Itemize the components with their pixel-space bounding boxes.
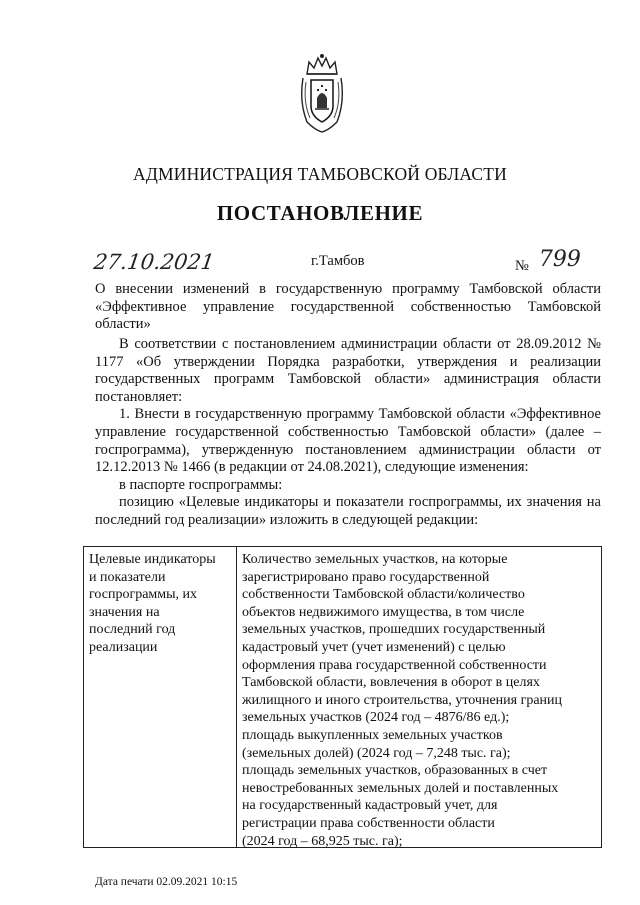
number-value: 799	[538, 247, 581, 272]
document-city: г.Тамбов	[311, 253, 365, 269]
cell-line: невостребованных земельных долей и поставленных	[242, 780, 559, 796]
cell-line: Количество земельных участков, на которые	[242, 552, 508, 567]
document-number	[515, 247, 581, 272]
coat-of-arms-icon	[297, 52, 347, 134]
body-paragraph: 1. Внести в государственную программу Тамбовской области «Эффективное управление государственной собственностью Тамбовской области» (далее – госпрограмма), утвержденную постановлением администрации области от 12.12.2013 № 1466 (в редакции от 24.08.2021), следующие изменения:	[95, 406, 601, 476]
document-body	[95, 336, 601, 530]
table-left-cell	[89, 551, 229, 657]
cell-line: последний год	[89, 622, 176, 638]
subject-line: области»	[95, 316, 151, 333]
cell-line: земельных участков, прошедших государственный	[242, 622, 546, 638]
cell-line: оформления права государственной собственности	[242, 657, 547, 673]
print-date: Дата печати 02.09.2021 10:15	[95, 876, 238, 888]
body-paragraph: В соответствии с постановлением администрации области от 28.09.2012 № 1177 «Об утверждении Порядка разработки, утверждения и реализации государственных программ Тамбовской области» администрация области постановляет:	[95, 336, 601, 405]
cell-line: и показатели	[89, 569, 166, 585]
cell-line: площадь выкупленных земельных участков	[242, 727, 503, 743]
cell-line: земельных участков (2024 год – 4876/86 ед.);	[242, 710, 510, 726]
cell-line: собственности Тамбовской области/количество	[242, 587, 525, 603]
subject-line: О внесении изменений в государственную программу Тамбовской области	[95, 281, 601, 297]
cell-line: объектов недвижимого имущества, в том числе	[242, 604, 525, 620]
cell-line: кадастровый учет (учет изменений) с целью	[242, 639, 506, 655]
table-right-cell	[242, 551, 600, 850]
cell-line: жилищного и иного строительства, уточнения границ	[242, 692, 563, 708]
cell-line: значения на	[89, 604, 160, 620]
cell-line: (земельных долей) (2024 год – 7,248 тыс. га);	[242, 745, 511, 761]
cell-line: реализации	[89, 639, 158, 655]
document-date: 27.10.2021	[92, 250, 216, 274]
cell-line: регистрации права собственности области	[242, 815, 495, 831]
cell-line: (2024 год – 68,925 тыс. га);	[242, 833, 403, 849]
document-type: ПОСТАНОВЛЕНИЕ	[216, 201, 424, 225]
cell-line: на государственный кадастровый учет, для	[242, 798, 498, 814]
subject-line: «Эффективное управление государственной собственностью Тамбовской	[95, 298, 601, 315]
indicators-table	[83, 546, 602, 848]
cell-line: Тамбовской области, вовлечения в оборот в целях	[242, 675, 540, 691]
body-paragraph: в паспорте госпрограммы:	[119, 476, 283, 493]
body-paragraph: позицию «Целевые индикаторы и показатели госпрограммы, их значения на последний год реализации» изложить в следующей редакции:	[95, 494, 601, 528]
cell-line: площадь земельных участков, образованных в счет	[242, 763, 548, 779]
table-divider	[236, 547, 237, 847]
document-subject	[95, 281, 601, 334]
number-sign: №	[515, 258, 529, 274]
cell-line: госпрограммы, их	[89, 587, 198, 603]
cell-line: зарегистрировано право государственной	[242, 569, 490, 585]
organization-name: АДМИНИСТРАЦИЯ ТАМБОВСКОЙ ОБЛАСТИ	[133, 164, 507, 184]
cell-line: Целевые индикаторы	[89, 552, 216, 567]
